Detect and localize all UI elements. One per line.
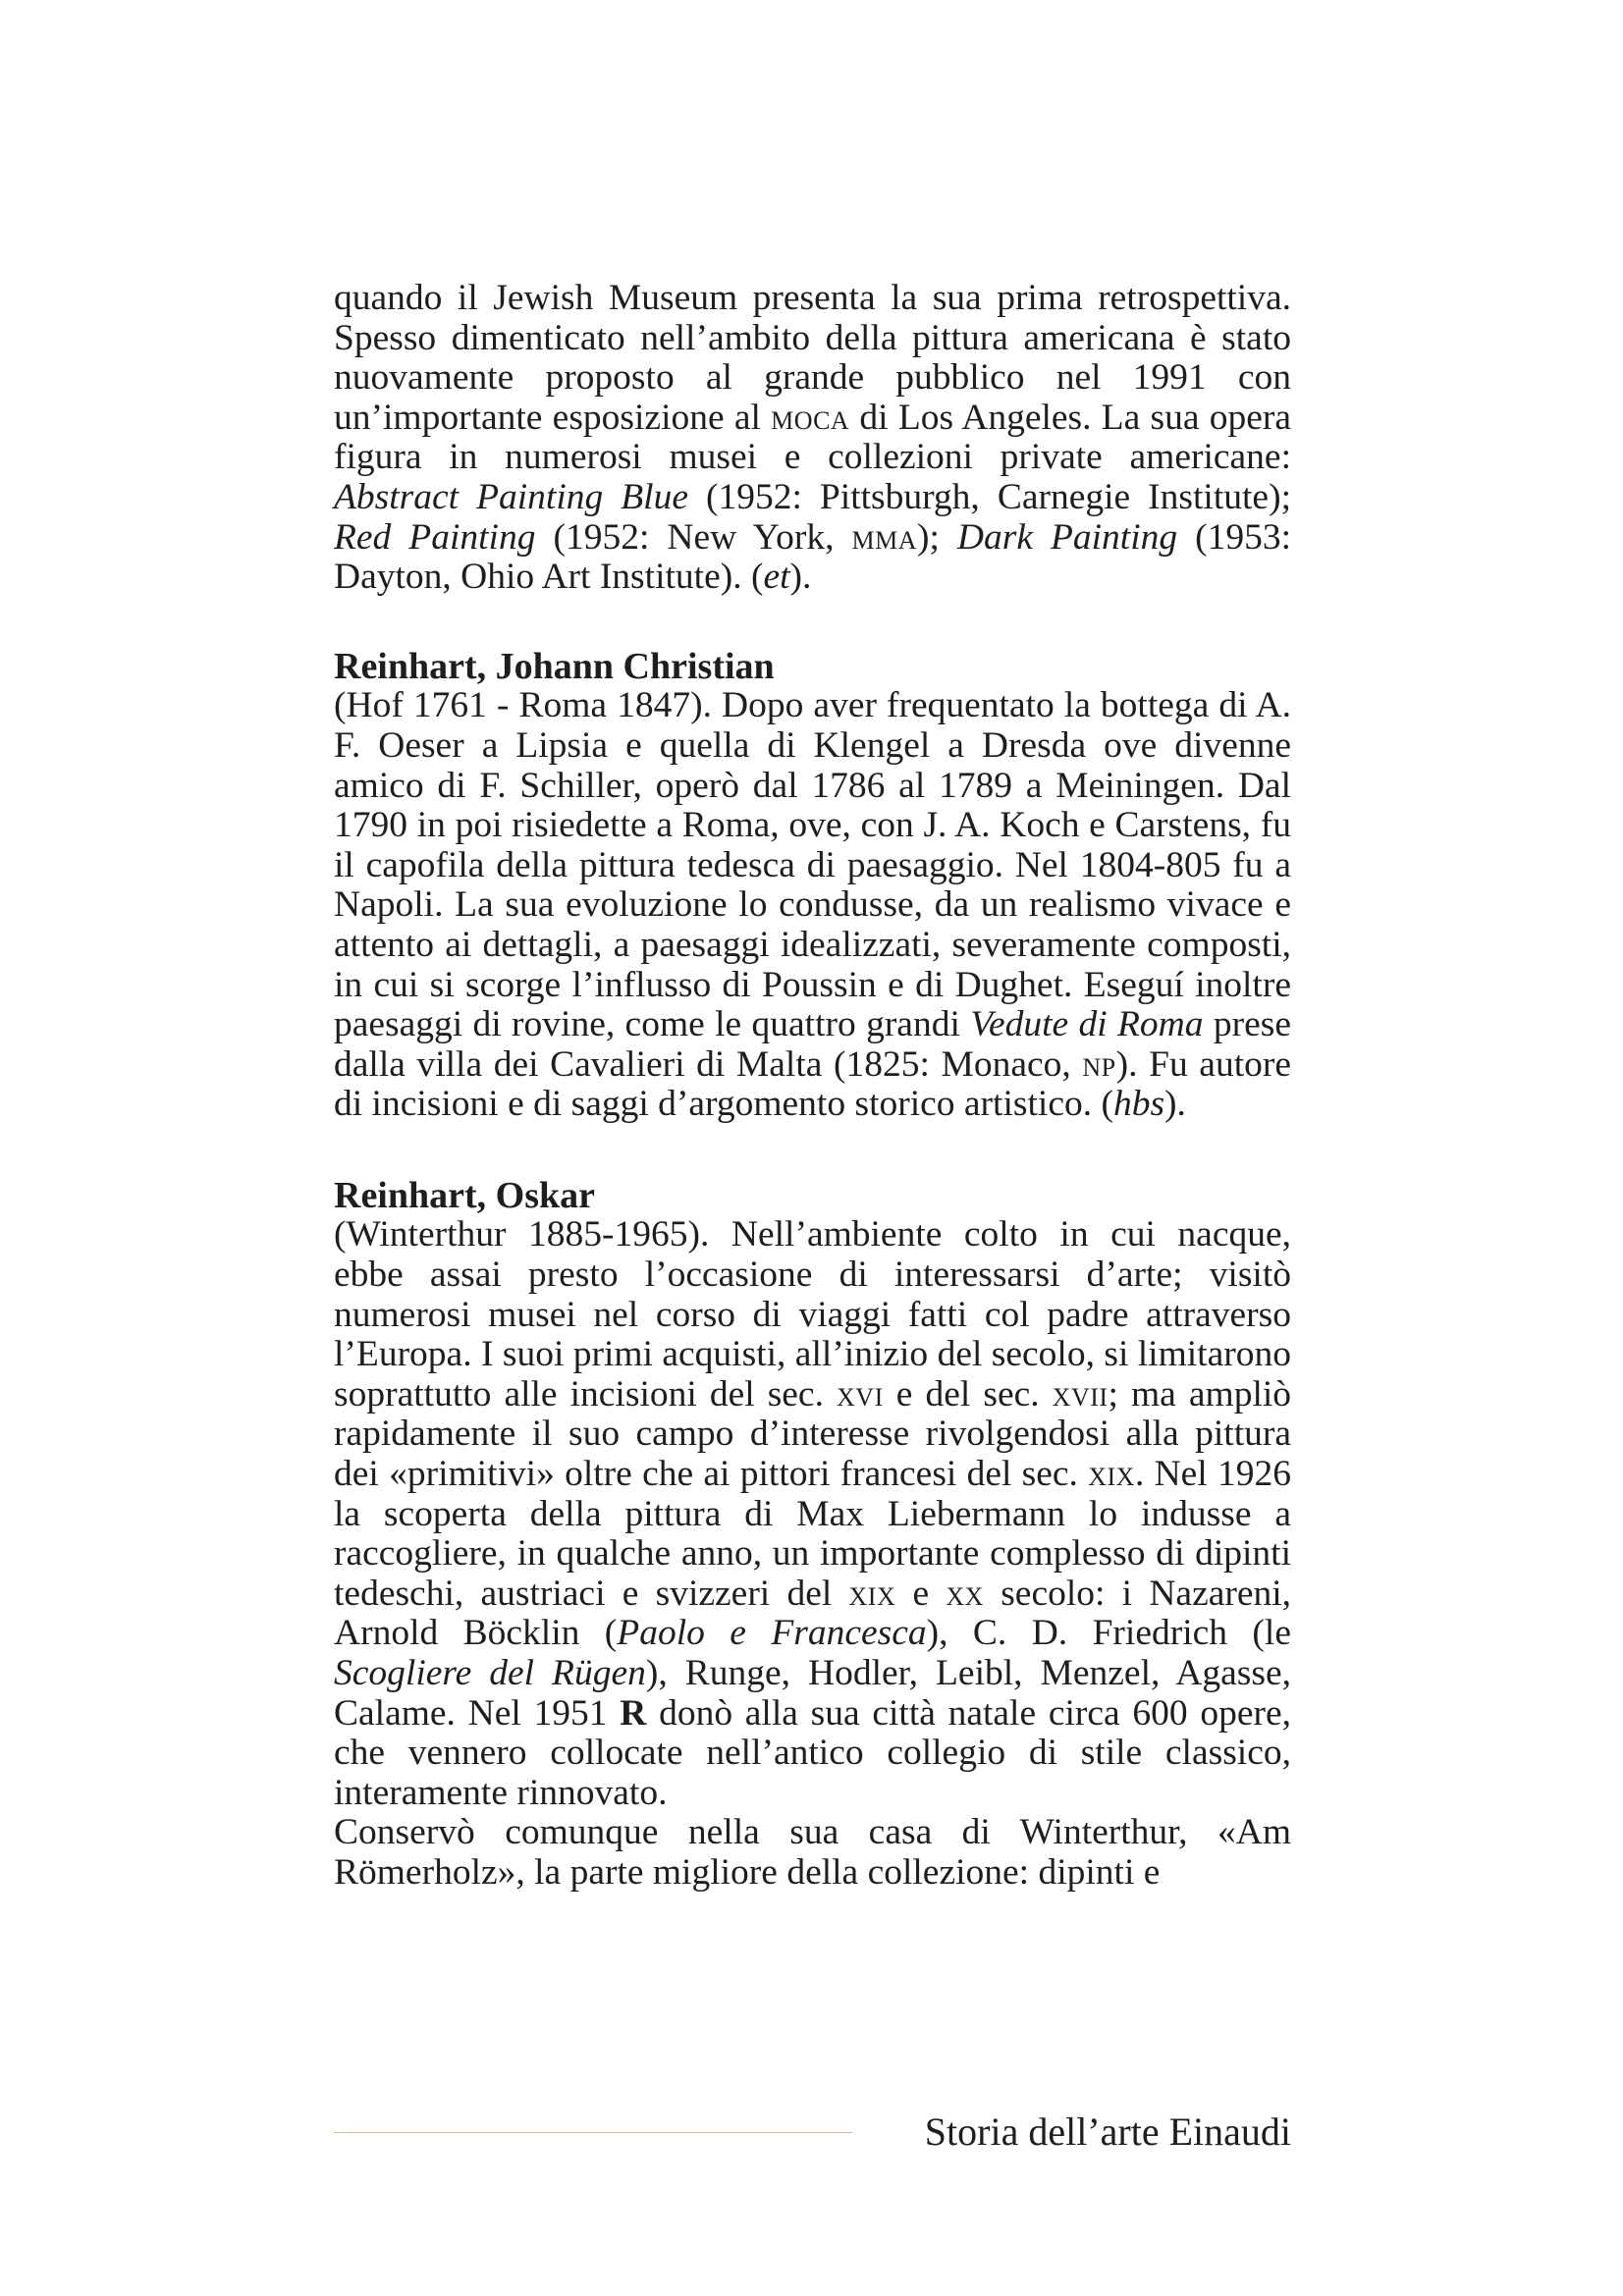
footer-title: Storia dell’arte Einaudi [924, 2109, 1291, 2154]
text-run: (1952: Pittsburgh, Carnegie Institute); [706, 476, 1291, 517]
text-run: ; ma ampliò rapidamente il suo campo d’interesse rivolgendosi alla pittura dei «primitivi» oltre che ai pittori francesi del sec. [334, 1373, 1292, 1495]
text-run: ), Runge, Hodler, Leibl, Menzel, Agasse, Calame. Nel 1951 [334, 1653, 1291, 1734]
century-numeral: xix [1088, 1454, 1135, 1495]
text-run: (1952: New York, [553, 516, 835, 558]
text-run: e [912, 1573, 930, 1614]
abbreviation-mma: mma [851, 516, 917, 558]
text-run: (1953: Dayton, Ohio Art Institute). ( [334, 516, 1292, 598]
artwork-title: Vedute di Roma [970, 1004, 1204, 1045]
text-run: secolo: i Nazareni, Arnold Böcklin ( [334, 1573, 1292, 1654]
entry-body-oskar [334, 1215, 1291, 1813]
century-numeral: xx [946, 1573, 984, 1614]
text-run: e del sec. [895, 1373, 1040, 1415]
author-initials: et [763, 557, 790, 598]
text-run: . Nel 1926 la scoperta della pittura di Max Liebermann lo indusse a raccogliere, in qualche anno, un importante complesso di dipinti tedeschi, austriaci e svizzeri del [334, 1454, 1291, 1614]
century-numeral: xvii [1052, 1373, 1109, 1415]
century-numeral: xvi [837, 1373, 884, 1415]
text-run: ). Fu autore di incisioni e di saggi d’argomento storico artistico. ( [334, 1043, 1292, 1125]
text-run: quando il Jewish Museum presenta la sua prima retrospettiva. Spesso dimenticato nell’ambito della pittura americana è stato nuovamente proposto al grande pubblico nel 1991 con un’importante esposizione al [334, 278, 1291, 438]
entry-continuation-paragraph [334, 279, 1291, 598]
text-run: ), C. D. Friedrich (le [926, 1613, 1291, 1654]
text-run: (Winterthur 1885-1965). Nell’ambiente colto in cui nacque, ebbe assai presto l’occasione di interessarsi d’arte; visitò numerosi musei nel corso di viaggi fatti col padre attraverso l’Europa. I suoi primi acquisti, all’inizio del secolo, si limitarono soprattutto alle incisioni del sec. [334, 1214, 1291, 1415]
artwork-title: Dark Painting [956, 516, 1178, 558]
author-initials: hbs [1112, 1084, 1165, 1125]
entry-heading-oskar: Reinhart, Oskar [334, 1174, 595, 1216]
footer-rule [334, 2132, 852, 2133]
century-numeral: xix [848, 1573, 896, 1614]
text-run: ). [789, 557, 812, 598]
subject-initial: R [620, 1692, 647, 1734]
entry-body-johann-christian [334, 686, 1291, 1125]
page-body [334, 279, 1291, 1894]
text-run: di Los Angeles. La sua opera figura in numerosi musei e collezioni private americane: [334, 397, 1292, 478]
artwork-title: Scogliere del Rügen [334, 1653, 646, 1693]
text-run: prese dalla villa dei Cavalieri di Malta (1825: Monaco, [334, 1004, 1291, 1085]
text-run: (Hof 1761 - Roma 1847). Dopo aver frequentato la bottega di A. F. Oeser a Lipsia e quella di Klengel a Dresda ove divenne amico di F. Schiller, operò dal 1786 al 1789 a Meiningen. Dal 1790 in poi risiedette a Roma, ove, con J. A. Koch e Carstens, fu il capofila della pittura tedesca di paesaggio. Nel 1804-805 fu a Napoli. La sua evoluzione lo condusse, da un realismo vivace e attento ai dettagli, a paesaggi idealizzati, severamente composti, in cui si scorge l’influsso di Poussin e di Dughet. Eseguí inoltre paesaggi di rovine, come le quattro grandi [334, 685, 1291, 1045]
abbreviation-np: np [1082, 1043, 1116, 1085]
artwork-title: Abstract Painting Blue [334, 476, 688, 517]
abbreviation-moca: moca [771, 397, 850, 438]
entry-body-oskar-continued: Conservò comunque nella sua casa di Winterthur, «Am Römerholz», la parte migliore della collezione: dipinti e [334, 1812, 1291, 1893]
entry-heading-johann-christian: Reinhart, Johann Christian [334, 645, 775, 687]
text-run: ); [916, 516, 940, 558]
artwork-title: Red Painting [334, 516, 536, 558]
page-footer [334, 2109, 1291, 2158]
artwork-title: Paolo e Francesca [617, 1613, 927, 1654]
text-run: donò alla sua città natale circa 600 opere, che vennero collocate nell’antico collegio di stile classico, interamente rinnovato. [334, 1692, 1292, 1813]
text-run: ). [1164, 1084, 1186, 1125]
